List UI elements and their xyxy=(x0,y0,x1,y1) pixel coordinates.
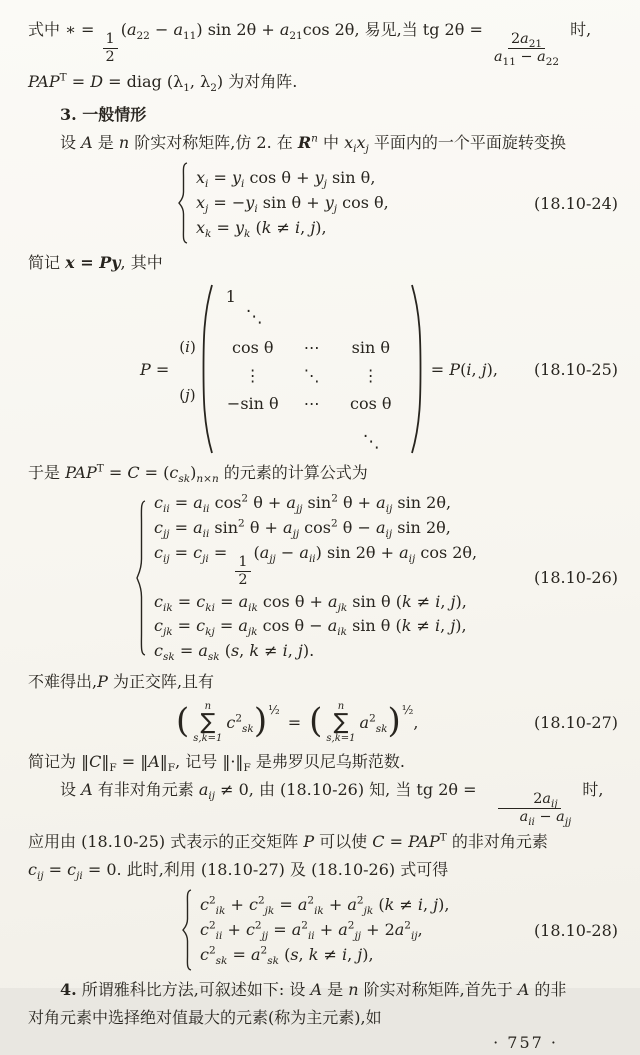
line-frobenius-norm: 简记为 $‖C‖_F$ = $‖A‖_F$, 记号 $‖\cdot‖_F$ 是弗罗贝尼乌斯范数. xyxy=(28,751,405,775)
matrix-row-i xyxy=(216,333,408,361)
row-label-j: (j) xyxy=(179,386,196,405)
equation-line: $c^2_{sk} = a^2_{sk}$ (s, k ≠ i, j), xyxy=(200,944,374,967)
equation-18-10-27 xyxy=(28,702,618,744)
sum-upper-limit: n xyxy=(204,700,212,712)
matrix-cell: sin θ xyxy=(351,337,390,357)
matrix-row-labels xyxy=(179,338,196,404)
equation-line: $x_i = y_i$ $\cos \theta + y_j$ sin θ, xyxy=(196,168,376,191)
matrix-cell: −sin θ xyxy=(226,393,279,413)
section-3-heading: 3. 一般情形 xyxy=(60,105,147,125)
page-number: · 757 · xyxy=(493,1033,558,1053)
equation-system-18-10-24 xyxy=(176,161,618,245)
matrix-lhs: P = xyxy=(140,359,170,379)
system-brace xyxy=(176,161,189,245)
diagonal-dots-top: ⋱ xyxy=(245,307,263,328)
paragraph-offdiagonal-line-1: 设 A 有非对角元素 $a_{ij} \ne 0$, 由 (18.10-26) 知, 当 tg 2θ = $\frac{2a_{ij}}{a_{ii} - a_{jj}}$ 时, xyxy=(60,779,604,828)
matrix-row-j xyxy=(216,389,408,417)
paragraph-offdiagonal-line-3: $c_{ij} = c_{ji} = 0$. 此时,利用 (18.10-27) 及 (18.10-26) 式可得 xyxy=(28,860,449,883)
equation-line: $x_j = -y_i$ $\sin \theta + y_j$ cos θ, xyxy=(196,193,389,216)
line-orthogonal-note: 不难得出,P 为正交阵,且有 xyxy=(28,671,215,691)
equation-line: $c_{ii} = a_{ii}$ $\cos^2 \theta + a_{jj}$ $\sin^2 \theta + a_{ij}$ sin 2θ, xyxy=(154,493,452,516)
section-3-intro-paragraph: 设 A 是 n 阶实对称矩阵,仿 2. 在 $R^n$ 中 $x_ix_j$ 平面内的一个平面旋转变换 xyxy=(60,133,566,156)
system-brace xyxy=(180,888,193,972)
paragraph-offdiagonal-line-2: 应用由 (18.10-25) 式表示的正交矩阵 P 可以使 $C = PAP^T$ 的非对角元素 xyxy=(28,832,548,852)
matrix-cell: cos θ xyxy=(232,337,274,357)
row-label-i: (i) xyxy=(179,338,196,357)
equation-line: $c_{ij} = c_{ji}$ = $\frac{1}{2}$ $(a_{jj} - a_{ii})$ $\sin 2\theta + a_{ij}$ cos 2θ, xyxy=(154,543,478,589)
equation-18-10-25 xyxy=(140,282,618,456)
equation-system-18-10-28 xyxy=(180,888,618,972)
horizontal-dots: ⋯ xyxy=(303,337,320,357)
equation-number-18-10-24: (18.10-24) xyxy=(533,193,618,213)
diagonal-dots-bottom: ⋱ xyxy=(362,432,380,453)
matrix-paren-right xyxy=(410,282,425,456)
vertical-dots: ⋮ xyxy=(244,365,261,385)
diagonal-dots: ⋱ xyxy=(303,365,320,385)
matrix-entry-one: 1 xyxy=(225,287,236,307)
intro-formula-line-2: $PAP^T = D$ = diag ($\lambda_1$, $\lambda_2$) 为对角阵. xyxy=(28,72,298,95)
equation-line: $c_{jk} = c_{kj} = a_{jk}$ $\cos \theta - a_{ik}$ sin θ (k ≠ i, j), xyxy=(154,616,467,639)
matrix-paren-left xyxy=(199,282,214,456)
paragraph-jacobi-line-2: 对角元素中选择绝对值最大的元素(称为主元素),如 xyxy=(28,1008,382,1028)
equals-sign: = xyxy=(287,713,302,733)
sigma-icon: ∑ xyxy=(333,709,349,735)
equation-system-18-10-26 xyxy=(134,491,618,663)
equation-number-18-10-27: (18.10-27) xyxy=(533,713,618,733)
intro-formula-line-1: 式中 ∗ = $\frac{1}{2}$ $(a_{22} - a_{11})$ $\sin 2\theta + a_{21}\cos$ 2θ, 易见,当 tg 2θ = $\frac{2a_{21}}{a_{11} - a_{22}}$ 时, xyxy=(28,20,592,69)
equation-lines-18-10-28 xyxy=(200,893,449,967)
equation-line: $c^2_{ik} + c^2_{jk} = a^2_{ik} + a^2_{jk}$ (k ≠ i, j), xyxy=(200,894,450,918)
sum-lower-limit: s,k=1 xyxy=(326,732,356,744)
sum-upper-limit: n xyxy=(337,700,345,712)
equation-line: $c_{ik} = c_{ki} = a_{ik}$ $\cos \theta + a_{jk}$ sin θ (k ≠ i, j), xyxy=(154,591,467,614)
sigma-icon: ∑ xyxy=(200,709,216,735)
equation-line: $c_{jj} = a_{ii}$ $\sin^2 \theta + a_{jj}$ $\cos^2 \theta - a_{ij}$ sin 2θ, xyxy=(154,517,451,541)
equation-lines-18-10-24 xyxy=(196,166,389,240)
equation-line: $x_k = y_k$ (k ≠ i, j), xyxy=(196,217,327,241)
matrix-cell: cos θ xyxy=(350,393,392,413)
matrix-cells xyxy=(214,286,410,452)
half-exponent: ½ xyxy=(268,702,280,717)
comma: , xyxy=(413,713,419,733)
sum-term-c: $c^2_{sk}$ xyxy=(226,713,254,736)
paragraph-jacobi-line-1: 4. 所谓雅科比方法,可叙述如下: 设 A 是 n 阶实对称矩阵,首先于 A 的非 xyxy=(60,980,567,1000)
equation-line: $c^2_{ii} + c^2_{jj} = a^2_{ii} + a^2_{jj} + 2a^2_{ij}$, xyxy=(200,919,423,943)
vertical-dots: ⋮ xyxy=(362,365,379,385)
left-paren: ( xyxy=(176,700,190,741)
equation-body xyxy=(176,702,419,744)
equation-lines-18-10-26 xyxy=(154,491,477,663)
left-paren: ( xyxy=(309,700,323,741)
matrix-rhs: = P(i, j), xyxy=(430,359,498,379)
sum-term-a: $a^2_{sk}$ xyxy=(359,713,388,736)
summation-symbol xyxy=(326,702,355,744)
half-exponent: ½ xyxy=(401,702,414,717)
right-paren: ) xyxy=(253,700,268,741)
summation-symbol xyxy=(193,702,222,744)
horizontal-dots: ⋯ xyxy=(303,393,320,413)
equation-number-18-10-25: (18.10-25) xyxy=(533,359,618,379)
matrix-dots-row xyxy=(216,361,408,389)
equation-line: $c_{sk} = a_{sk}$ (s, k ≠ i, j). xyxy=(154,641,315,664)
sum-lower-limit: s,k=1 xyxy=(193,732,223,744)
line-shorthand-x-py: 简记 x = Py, 其中 xyxy=(28,253,163,273)
line-element-formulas-intro: 于是 $PAP^T = C = (c_{sk})_{n\times n}$ 的元素的计算公式为 xyxy=(28,463,368,486)
equation-number-18-10-28: (18.10-28) xyxy=(533,920,618,940)
equation-number-18-10-26: (18.10-26) xyxy=(533,568,618,588)
system-brace xyxy=(134,499,147,657)
right-paren: ) xyxy=(387,700,401,741)
